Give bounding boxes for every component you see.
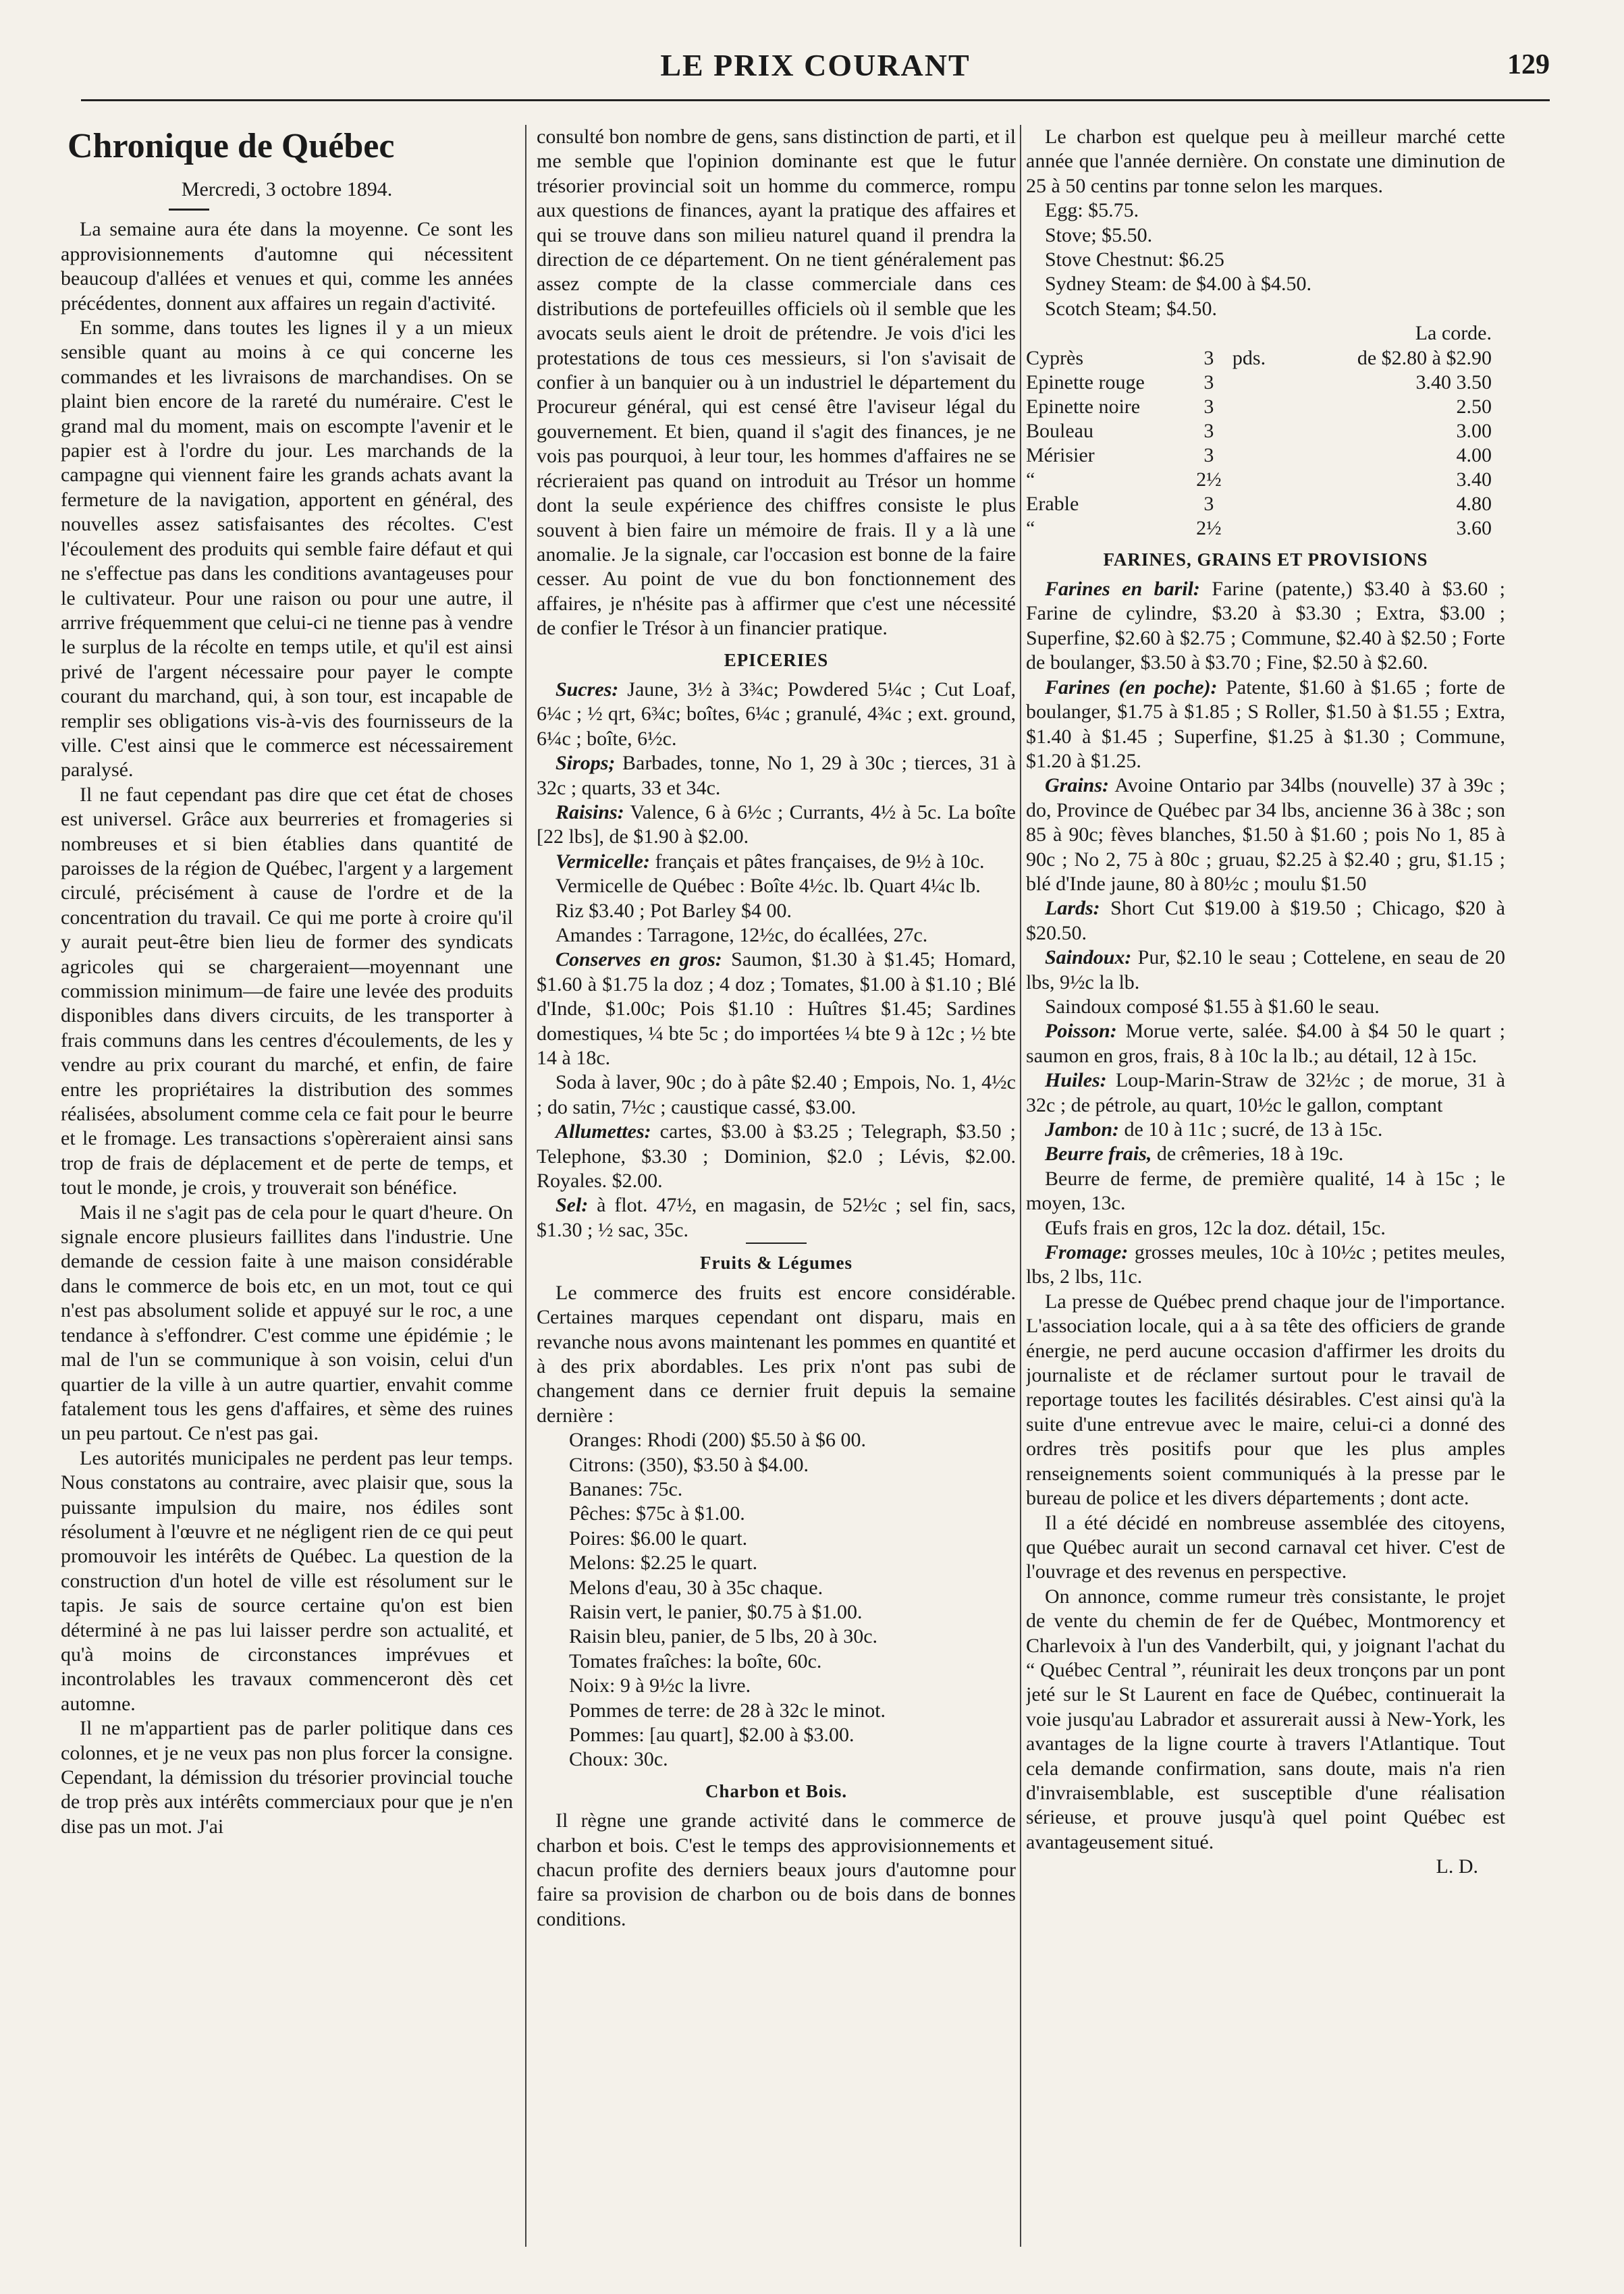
price-item	[1026, 297, 1505, 321]
wood-cell-name: “	[1026, 468, 1035, 491]
price-item-text: Pur, $2.10 le seau ; Cottelene, en seau de 20 lbs, 9½c la lb.	[1026, 946, 1505, 993]
price-item	[537, 800, 1016, 850]
price-item-text: panier, de 5 lbs, 20 à 30c.	[666, 1625, 878, 1648]
price-item	[1026, 1019, 1505, 1068]
price-item	[1026, 198, 1505, 223]
price-item	[1026, 946, 1505, 995]
wood-row	[1026, 516, 1505, 541]
wood-cell-p: 3.40	[1456, 468, 1492, 491]
price-item	[1026, 248, 1505, 272]
price-item	[550, 1674, 1016, 1698]
price-item-label: Pommes:	[569, 1724, 645, 1746]
paragraph: La presse de Québec prend chaque jour de l'importance. L'association locale, qui a à sa tête des officiers de grande énergie, ne perd aucune occasion d'affirmer les droits du journaliste et de réclamer surtout pour le travail de reportage toutes les facilités désirables. C'est ainsi qu'à la suite d'une entrevue avec le maire, celui-ci a donné des ordres très positifs pour que les plus amples renseignements soient communiqués à la presse par le bureau de police et les divers départements ; dont acte.	[1026, 1290, 1505, 1510]
paragraph: En somme, dans toutes les lignes il y a un mieux sensible quant au moins à ce qui concerne les commandes et les livraisons de marchandises. On se plaint bien encore de la rareté du numéraire. C'est le grand mal du moment, mais on escompte l'avenir et le papier est à l'ordre du jour. Les marchands de la campagne qui viennent faire les grands achats avant la fermeture de la navigation, apportent en général, des nouvelles assez satisfaisantes des récoltes. C'est l'écoulement des produits qui semble faire défaut et qui ne s'effectue pas dans les conditions avantageuses pour le cultivateur. Pour une raison ou pour une autre, il arrrive fréquemment que celui-ci ne tienne pas à vendre le surplus de la récolte en temps utile, et qu'il est ainsi privé de l'argent nécessaire pour payer le compte courant du marchand, qui, à son tour, est incapable de remplir ses obligations vis-à-vis des fournisseurs de la ville. C'est ainsi que le commerce est nécessairement paralysé.	[61, 317, 513, 782]
price-item	[537, 874, 1016, 898]
wood-cell-n: 3	[1203, 419, 1214, 442]
price-item-text: français et pâtes françaises, de 9½ à 10c.	[649, 850, 985, 873]
wood-cell-u: pds.	[1232, 346, 1266, 369]
signature: L. D.	[1436, 1855, 1478, 1878]
wood-cell-n: 3	[1203, 371, 1214, 393]
price-item-label: Sydney Steam:	[1045, 273, 1167, 296]
price-item-text: $75c à $1.00.	[630, 1502, 745, 1525]
price-item-label: Scotch Steam;	[1045, 297, 1162, 320]
column-1	[61, 125, 513, 2254]
price-item-text: Loup-Marin-Straw de 32½c ; de morue, 31 à 32c ; de pétrole, au quart, 10½c le gallon, comptant	[1026, 1069, 1505, 1116]
column-3	[1026, 125, 1505, 2254]
price-item	[550, 1477, 1016, 1502]
price-item-label: Vermicelle:	[556, 850, 650, 873]
price-item	[1026, 1240, 1505, 1290]
price-item-label: Noix:	[569, 1674, 616, 1697]
price-item	[1026, 995, 1505, 1019]
price-item-text: 30c.	[628, 1748, 668, 1771]
price-item-label: Conserves en gros:	[556, 948, 722, 971]
paragraph: Mais il ne s'agit pas de cela pour le quart d'heure. On signale encore plusieurs faillites dans l'industrie. Une demande de cession faite à une maison considérable dans le commerce de bois etc, en un mot, tout ce qui n'est pas absolument solide et appuyé sur le roc, a une tendance à s'effondrer. C'est comme une épidémie ; le mal de l'un se communique à son voisin, celui d'un quartier de la ville à un autre quartier, envahit comme fatalement tous les gens d'affaires, et sème des ruines un peu partout. Ce n'est pas gai.	[61, 1201, 513, 1445]
price-item-text: Jaune, 3½ à 3¾c; Powdered 5¼c ; Cut Loaf, 6¼c ; ½ qrt, 6¾c; boîtes, 6¼c ; granulé, 4¾c ; ext. ground, 6¼c ; boîte, 6½c.	[537, 678, 1016, 750]
price-item-text: $5.75.	[1083, 199, 1139, 222]
price-item	[1026, 1167, 1505, 1216]
price-item-label: Melons:	[569, 1552, 636, 1575]
price-item	[537, 948, 1016, 1070]
price-item-text: le panier, $0.75 à $1.00.	[662, 1600, 863, 1623]
page-header	[81, 40, 1550, 101]
price-item-text: Riz $3.40 ; Pot Barley $4 00.	[556, 899, 792, 922]
price-item-text: Œufs frais en gros, 12c la doz. détail, 15c.	[1045, 1216, 1386, 1239]
date-rule	[169, 209, 209, 211]
price-item	[1026, 1142, 1505, 1166]
paragraph: Il ne faut cependant pas dire que cet état de choses est universel. Grâce aux beurreries et fromageries si nombreuses et si bien établies dans quantité de paroisses de la région de Québec, l'argent y a largement circulé, précisément à cause de l'ordre et de la concentration du travail. Ce qui me porte à croire qu'il y aurait peut-être bien lieu de former des syndicats agricoles qui se chargeraient—moyennant une commission minimum—de faire une levée des produits disponibles dans divers circuits, de les transporter à frais communs dans les centres d'écoulements, de les y vendre au prix courant du marché, et enfin, de faire entre les propriétaires la distribution des sommes réalisées, absolument comme cela ce fait pour le beurre et le fromage. Les transactions s'opèreraient ainsi sans trop de frais de déplacement et de perte de temps, et tout le monde, je crois, y trouverait son bénéfice.	[61, 783, 513, 1199]
price-item-label: Raisin bleu,	[569, 1625, 666, 1648]
price-item-label: Poires:	[569, 1527, 626, 1550]
wood-cell-name: Mérisier	[1026, 443, 1095, 466]
price-item-text: Rhodi (200) $5.50 à $6 00.	[642, 1429, 866, 1452]
wood-cell-name: Epinette rouge	[1026, 371, 1145, 393]
wood-row	[1026, 395, 1505, 419]
wood-cell-p: 4.80	[1456, 492, 1492, 515]
price-item	[537, 899, 1016, 923]
price-item	[537, 1120, 1016, 1193]
wood-cell-n: 2½	[1196, 468, 1222, 491]
price-item-label: Stove Chestnut:	[1045, 248, 1174, 271]
price-item-label: Pommes de terre:	[569, 1699, 711, 1722]
price-item-label: Grains:	[1045, 774, 1110, 797]
epiceries-list	[537, 678, 1016, 1242]
price-item-text: 75c.	[643, 1477, 683, 1500]
wood-cell-name: Bouleau	[1026, 419, 1093, 442]
wood-row	[1026, 346, 1505, 371]
price-item-label: Farines (en poche):	[1045, 676, 1218, 699]
column-2	[537, 125, 1016, 2254]
price-item	[537, 1193, 1016, 1242]
wood-row	[1026, 492, 1505, 516]
price-item	[550, 1600, 1016, 1624]
price-item-text: $6.00 le quart.	[625, 1527, 748, 1550]
price-item	[550, 1551, 1016, 1575]
section-heading-charbon: Charbon et Bois.	[705, 1780, 848, 1801]
paragraph: Il a été décidé en nombreuse assemblée des citoyens, que Québec aurait un second carnaval cet hiver. C'est de l'ouvrage et des revenus en perspective.	[1026, 1511, 1505, 1583]
price-item-label: Melons d'eau,	[569, 1576, 682, 1599]
price-item	[1026, 1118, 1505, 1142]
coal-price-list	[1026, 198, 1505, 321]
price-item-text: grosses meules, 10c à 10½c ; petites meules, lbs, 2 lbs, 11c.	[1026, 1241, 1505, 1288]
price-item-text: cartes, $3.00 à $3.25 ; Telegraph, $3.50 ; Telephone, $3.30 ; Dominion, $2.0 ; Lévis, $2.00. Royales. $2.00.	[537, 1120, 1016, 1193]
wood-cell-name: Cyprès	[1026, 346, 1083, 369]
price-item-text: à flot. 47½, en magasin, de 52½c ; sel fin, sacs, $1.30 ; ½ sac, 35c.	[537, 1194, 1016, 1241]
paragraph: Le commerce des fruits est encore considérable. Certaines marques cependant ont disparu, mais en revanche nous avons maintenant les pommes en quantité et à des prix abordables. Les prix n'ont pas subi de changement dans ce dernier fruit depuis la semaine dernière :	[537, 1281, 1016, 1427]
price-item-text: la boîte, 60c.	[711, 1649, 822, 1672]
price-item	[1026, 896, 1505, 946]
paragraph: On annonce, comme rumeur très consistante, le projet de vente du chemin de fer de Québec, Montmorency et Charlevoix à l'un des Vanderbilt, qui, y joignant l'achat du “ Québec Central ”, réunirait les deux tronçons par un pont jeté sur le St Laurent en face de Québec, continuerait la voie jusqu'au Labrador et assurerait aussi à New-York, les avantages de la ligne courte à travers l'Atlantique. Tout cela demande confirmation, sans doute, mais n'a rien d'invraisemblable, est susceptible d'une réalisation sérieuse, et prouve jusqu'à quel point Québec est avantageusement situé.	[1026, 1585, 1505, 1853]
price-item-label: Raisins:	[556, 800, 624, 823]
article-heading: Chronique de Québec	[67, 127, 395, 165]
paragraph: Il règne une grande activité dans le commerce de charbon et bois. C'est le temps des approvisionnements et chacun profite des derniers beaux jours d'automne pour faire sa provision de charbon ou de bois dans de bonnes conditions.	[537, 1809, 1016, 1930]
wood-cell-p: 3.60	[1456, 516, 1492, 539]
price-item-label: Bananes:	[569, 1477, 643, 1500]
wood-row	[1026, 419, 1505, 443]
price-item	[1026, 1068, 1505, 1118]
price-item-text: Morue verte, salée. $4.00 à $4 50 le quart ; saumon en gros, frais, 8 à 10c la lb.; au détail, 12 à 15c.	[1026, 1020, 1505, 1067]
price-item	[537, 923, 1016, 948]
wood-row	[1026, 468, 1505, 492]
wood-price-table	[1026, 346, 1505, 541]
price-item-text: Saindoux composé $1.55 à $1.60 le seau.	[1045, 995, 1380, 1018]
price-item-label: Citrons:	[569, 1453, 634, 1476]
price-item-text: Valence, 6 à 6½c ; Currants, 4½ à 5c. La boîte [22 lbs], de $1.90 à $2.00.	[537, 800, 1016, 848]
price-item-text: $4.50.	[1161, 297, 1217, 320]
price-item	[537, 751, 1016, 800]
price-item	[550, 1699, 1016, 1723]
wood-cell-n: 2½	[1196, 516, 1222, 539]
price-item	[550, 1649, 1016, 1674]
price-item	[537, 1070, 1016, 1120]
article-date: Mercredi, 3 octobre 1894.	[181, 178, 393, 200]
farines-list	[1026, 577, 1505, 1290]
price-item-text: de crêmeries, 18 à 19c.	[1152, 1143, 1344, 1166]
price-item	[537, 850, 1016, 874]
price-item-label: Huiles:	[1045, 1069, 1107, 1092]
price-item	[1026, 223, 1505, 248]
price-item-text: (350), $3.50 à $4.00.	[634, 1453, 809, 1476]
price-item	[550, 1624, 1016, 1649]
paragraph: Le charbon est quelque peu à meilleur marché cette année que l'année dernière. On constate une diminution de 25 à 50 centins par tonne selon les marques.	[1026, 126, 1505, 197]
price-item-label: Oranges:	[569, 1429, 643, 1452]
price-item	[550, 1428, 1016, 1452]
journal-title: LE PRIX COURANT	[660, 48, 971, 82]
section-heading-fruits: Fruits & Légumes	[700, 1253, 852, 1274]
price-item-text: 30 à 35c chaque.	[682, 1576, 823, 1599]
wood-cell-u	[1233, 468, 1307, 492]
wood-cell-u	[1233, 395, 1307, 419]
price-item	[550, 1502, 1016, 1526]
paragraph: consulté bon nombre de gens, sans distinction de parti, et il me semble que l'opinion dominante est que le futur trésorier provincial soit un homme du commerce, rompu aux questions de finances, ayant la pratique des affaires et qui se trouve dans son milieu naturel quand il prendra la direction de ce département. On ne tient généralement pas assez compte de la classe commerciale dans ces distributions de portefeuilles officiels où il semble que les avocats seuls aient le droit de prétendre. Je vois d'ici les protestations de tous ces messieurs, si l'on s'avisait de confier à un banquier ou à un industriel le département du Procureur général, qui est censé être l'aviseur légal du gouvernement. Et bien, quand il s'agit des finances, je ne vois pas pourquoi, à leur tour, les hommes d'affaires ne se récrieraient pas quand on introduit au Trésor un homme dont la seule expérience des chiffres consiste le plus souvent à bien faire un mémoire de frais. Il y a là une anomalie. Je la signale, car l'occasion est bonne de la faire cesser. Au point de vue du bon fonctionnement des affaires, je n'hésite pas à affirmer que c'est une nécessité de confier le Trésor à un financier pratique.	[537, 126, 1016, 640]
price-item-label: Allumettes:	[556, 1120, 651, 1143]
header-rule	[81, 99, 1550, 101]
price-item	[550, 1576, 1016, 1600]
price-item	[550, 1527, 1016, 1551]
price-item-label: Poisson:	[1045, 1020, 1117, 1043]
price-item-label: Fromage:	[1045, 1241, 1129, 1264]
price-item-text: $6.25	[1173, 248, 1224, 271]
wood-cell-u	[1233, 492, 1307, 516]
price-item	[537, 678, 1016, 751]
price-item-text: Saumon, $1.30 à $1.45; Homard, $1.60 à $1.75 la doz ; 4 doz ; Tomates, $1.00 à $1.10 ; Blé d'Inde, $1.00c; Pois $1.10 : Huîtres $1.45; Sardines domestiques, ¼ bte 5c ; do importées ¼ bte 9 à 12c ; ½ bte 14 à 18c.	[537, 948, 1016, 1070]
price-item-text: de 10 à 11c ; sucré, de 13 à 15c.	[1119, 1118, 1383, 1141]
wood-cell-name: “	[1026, 516, 1035, 539]
price-item-text: Beurre de ferme, de première qualité, 14 à 15c ; le moyen, 13c.	[1026, 1167, 1505, 1215]
price-item	[550, 1723, 1016, 1747]
price-item-label: Lards:	[1045, 897, 1100, 920]
wood-row	[1026, 371, 1505, 395]
price-item	[550, 1747, 1016, 1772]
price-item-text: Farine (patente,) $3.40 à $3.60 ; Farine de cylindre, $3.20 à $3.30 ; Extra, $3.00 ; Superfine, $2.60 à $2.75 ; Commune, $2.40 à $2.50 ; Forte de boulanger, $3.50 à $3.70 ; Fine, $2.50 à $2.60.	[1026, 578, 1505, 674]
wood-cell-u	[1233, 371, 1307, 395]
column-divider	[1020, 125, 1021, 2247]
price-item-text: de $4.00 à $4.50.	[1166, 273, 1311, 296]
wood-cell-u	[1233, 516, 1307, 541]
price-item-text: Patente, $1.60 à $1.65 ; forte de boulanger, $1.75 à $1.85 ; S Roller, $1.50 à $1.55 ; Extra, $1.40 à $1.45 ; Superfine, $1.25 à $1.30 ; Commune, $1.20 à $1.25.	[1026, 676, 1505, 772]
price-item-text: Short Cut $19.00 à $19.50 ; Chicago, $20 à $20.50.	[1026, 897, 1505, 944]
wood-cell-p: 4.00	[1456, 443, 1492, 466]
price-item	[1026, 577, 1505, 676]
price-item-label: Pêches:	[569, 1502, 631, 1525]
wood-cell-p: de $2.80 à $2.90	[1357, 346, 1492, 369]
price-item-text: Vermicelle de Québec : Boîte 4½c. lb. Quart 4¼c lb.	[556, 875, 981, 898]
fruits-list	[537, 1428, 1016, 1772]
price-item-label: Raisin vert,	[569, 1600, 663, 1623]
price-item-text: Amandes : Tarragone, 12½c, do écallées, 27c.	[556, 924, 928, 946]
section-heading-epiceries: EPICERIES	[724, 649, 829, 670]
paragraph: Il ne m'appartient pas de parler politique dans ces colonnes, et je ne veux pas non plus forcer la consigne. Cependant, la démission du trésorier provincial touche de trop près aux intérêts commerciaux pour que je n'en dise pas un mot. J'ai	[61, 1717, 513, 1838]
price-item-text: 9 à 9½c la livre.	[615, 1674, 751, 1697]
price-item-label: Saindoux:	[1045, 946, 1132, 969]
price-item-text: Barbades, tonne, No 1, 29 à 30c ; tierces, 31 à 32c ; quarts, 33 et 34c.	[537, 752, 1016, 799]
wood-cell-n: 3	[1203, 443, 1214, 466]
wood-cell-name: Erable	[1026, 492, 1079, 515]
wood-cell-n: 3	[1203, 395, 1214, 418]
column-divider	[525, 125, 526, 2247]
price-item-text: Soda à laver, 90c ; do à pâte $2.40 ; Empois, No. 1, 4½c ; do satin, 7½c ; caustique cassé, $3.00.	[537, 1071, 1016, 1118]
price-item-label: Sel:	[556, 1194, 589, 1217]
section-rule	[746, 1242, 807, 1244]
price-item-label: Sucres:	[556, 678, 619, 701]
price-item	[1026, 676, 1505, 774]
price-item-text: de 28 à 32c le minot.	[710, 1699, 886, 1722]
wood-cell-u	[1233, 419, 1307, 443]
price-item-label: Beurre frais,	[1045, 1143, 1152, 1166]
wood-table-header: La corde.	[1415, 322, 1492, 345]
wood-cell-p: 3.00	[1456, 419, 1492, 442]
price-item	[1026, 1216, 1505, 1240]
wood-cell-n: 3	[1203, 346, 1214, 369]
paragraph: Les autorités municipales ne perdent pas leur temps. Nous constatons au contraire, avec plaisir que, sous la puissante impulsion du maire, nos édiles sont résolument à l'œuvre et ne négligent rien de ce qui peut promouvoir les intérêts de Québec. La question de la construction d'un hotel de ville est résolument sur le tapis. Je sais de source certaine qu'on est bien déterminé à ne pas lui laisser perdre son actualité, et qu'à moins de circonstances imprévues et incontrolables les travaux commenceront dès cet automne.	[61, 1446, 513, 1715]
price-item-text: $5.50.	[1096, 223, 1153, 246]
price-item-label: Stove;	[1045, 223, 1097, 246]
wood-cell-p: 2.50	[1456, 395, 1492, 418]
price-item	[1026, 272, 1505, 296]
price-item-text: [au quart], $2.00 à $3.00.	[644, 1724, 855, 1746]
paragraph: La semaine aura éte dans la moyenne. Ce sont les approvisionnements d'automne qui nécessitent beaucoup d'allées et venues et qui, comme les années précédentes, donnent aux affaires un regain d'activité.	[61, 218, 513, 315]
price-item-text: $2.25 le quart.	[635, 1552, 758, 1575]
price-item-label: Egg:	[1045, 199, 1083, 222]
wood-cell-p: 3.40 3.50	[1415, 371, 1492, 393]
price-item-label: Choux:	[569, 1748, 629, 1771]
wood-cell-name: Epinette noire	[1026, 395, 1141, 418]
wood-cell-u	[1233, 443, 1307, 468]
price-item	[1026, 773, 1505, 896]
wood-row	[1026, 443, 1505, 468]
page-number: 129	[1507, 49, 1550, 80]
price-item-label: Tomates fraîches:	[569, 1649, 712, 1672]
price-item-text: Avoine Ontario par 34lbs (nouvelle) 37 à 39c ; do, Province de Québec par 34 lbs, ancienne 36 à 38c ; son 85 à 90c; fèves blanches, $1.50 à $1.60 ; pois No 1, 85 à 90c ; No 2, 75 à 80c ; gruau, $2.25 à $2.40 ; gru, $1.15 ; blé d'Inde jaune, 80 à 80½c ; moulu $1.50	[1026, 774, 1505, 895]
price-item-label: Jambon:	[1045, 1118, 1120, 1141]
section-heading-farines: FARINES, GRAINS ET PROVISIONS	[1103, 549, 1428, 570]
price-item	[550, 1453, 1016, 1477]
price-item-label: Farines en baril:	[1045, 578, 1200, 601]
wood-cell-n: 3	[1203, 492, 1214, 515]
price-item-label: Sirops;	[556, 752, 616, 775]
